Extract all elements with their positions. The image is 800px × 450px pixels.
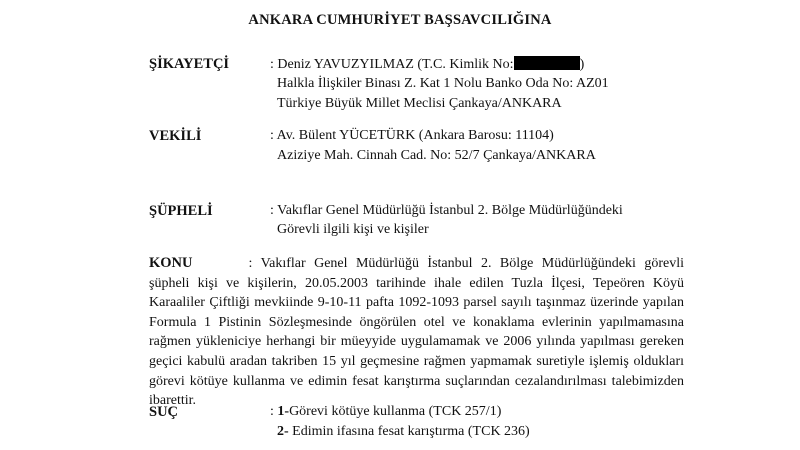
- crime-item-1-text: Görevi kötüye kullanma (TCK 257/1): [289, 404, 502, 419]
- complainant-name-prefix: : Deniz YAVUZYILMAZ (T.C. Kimlik No:: [270, 57, 514, 72]
- crime-item-1-number: 1-: [277, 404, 290, 419]
- attorney-name-line: : Av. Bülent YÜCETÜRK (Ankara Barosu: 11104): [270, 128, 554, 143]
- crime-item-1-colon: :: [270, 404, 278, 419]
- suspect-line-1: : Vakıflar Genel Müdürlüğü İstanbul 2. Bölge Müdürlüğündeki: [270, 203, 623, 218]
- suspect-label: ŞÜPHELİ: [149, 203, 213, 219]
- crime-item-2-text: Edimin ifasına fesat karıştırma (TCK 236): [288, 424, 530, 439]
- suspect-line-2: Görevli ilgili kişi ve kişiler: [277, 222, 429, 237]
- complainant-label: ŞİKAYETÇİ: [149, 56, 230, 72]
- attorney-address-line: Aziziye Mah. Cinnah Cad. No: 52/7 Çankaya/ANKARA: [277, 148, 596, 163]
- crime-item-1: [270, 404, 501, 420]
- crime-item-2: [277, 424, 530, 440]
- complainant-address-line-2: Türkiye Büyük Millet Meclisi Çankaya/ANKARA: [277, 96, 562, 111]
- complainant-name-line: [270, 56, 584, 73]
- document-title: ANKARA CUMHURİYET BAŞSAVCILIĞINA: [248, 12, 552, 28]
- complainant-name-suffix: ): [579, 57, 585, 72]
- crime-item-2-number: 2-: [277, 424, 289, 439]
- complainant-address-line-1: Halkla İlişkiler Binası Z. Kat 1 Nolu Banko Oda No: AZ01: [277, 76, 609, 91]
- subject-paragraph: [149, 254, 684, 411]
- subject-text: : Vakıflar Genel Müdürlüğü İstanbul 2. Bölge Müdürlüğündeki görevli şüpheli kişi ve kişilerin, 20.05.2003 tarihinde ihale edilen Tuzla İlçesi, Tepeören Köyü Karaaliler Çiftliği mevkiinde 9-10-11 pafta 1092-1093 parsel sayılı taşınmaz üzerinde yapılan Formula 1 Pistinin Sözleşmesinde öngörülen otel ve konaklama evlerinin yapılmamasına rağmen yükleniciye herhangi bir müeyyide uygulamamak ve 2006 yılında yapılması gereken geçici kabulü aradan takriben 15 yıl geçmesine rağmen yapmamak suretiyle işlemiş oldukları görevi kötüye kullanma ve edimin fesat karıştırma suçlarından cezalandırılması talebimizden ibarettir.: [149, 256, 684, 409]
- crime-label: SUÇ: [149, 404, 179, 420]
- subject-label: KONU: [149, 255, 193, 271]
- attorney-label: VEKİLİ: [149, 128, 202, 144]
- redaction-bar: [514, 56, 580, 70]
